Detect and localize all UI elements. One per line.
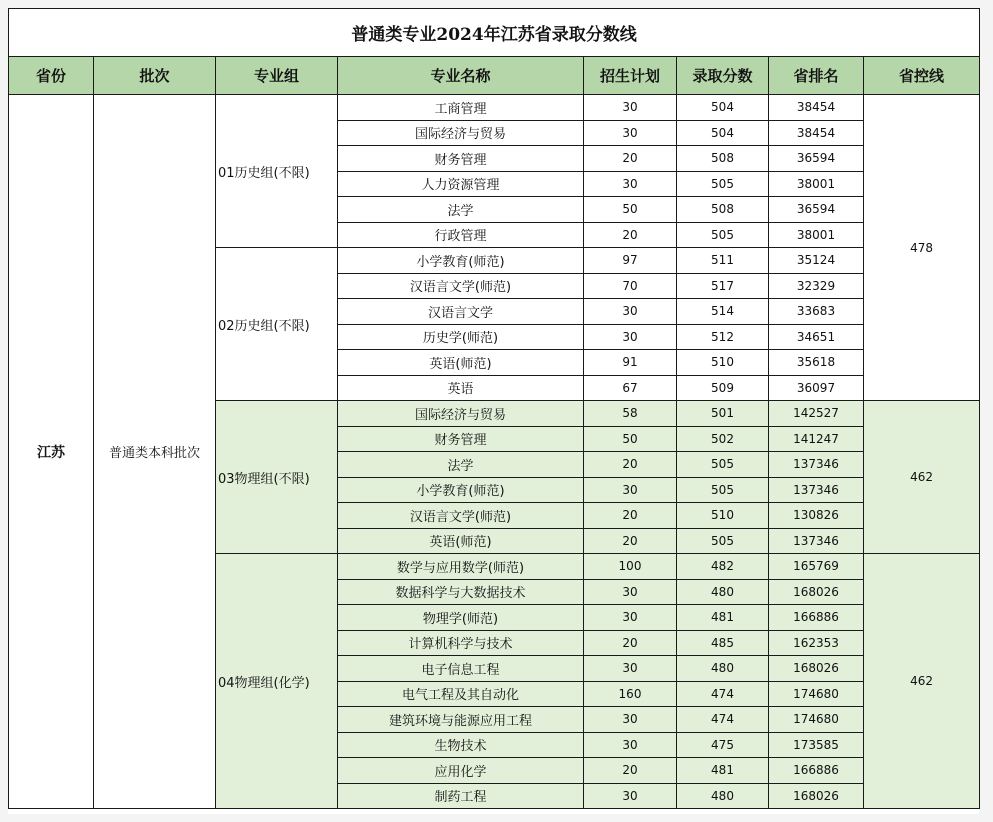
major-name-cell: 工商管理 — [338, 95, 584, 121]
major-group-cell: 04物理组(化学) — [216, 554, 338, 809]
plan-cell: 58 — [584, 401, 677, 427]
rank-cell: 38454 — [769, 120, 864, 146]
rank-cell: 173585 — [769, 732, 864, 758]
major-group-cell: 03物理组(不限) — [216, 401, 338, 554]
rank-cell: 32329 — [769, 273, 864, 299]
score-cell: 505 — [677, 477, 769, 503]
score-cell: 485 — [677, 630, 769, 656]
header-enrollment-plan: 招生计划 — [584, 57, 677, 95]
major-name-cell: 数据科学与大数据技术 — [338, 579, 584, 605]
rank-cell: 168026 — [769, 656, 864, 682]
major-name-cell: 物理学(师范) — [338, 605, 584, 631]
plan-cell: 20 — [584, 222, 677, 248]
score-cell: 501 — [677, 401, 769, 427]
rank-cell: 38454 — [769, 95, 864, 121]
plan-cell: 20 — [584, 452, 677, 478]
rank-cell: 36594 — [769, 197, 864, 223]
major-name-cell: 制药工程 — [338, 783, 584, 809]
major-name-cell: 财务管理 — [338, 146, 584, 172]
header-major-group: 专业组 — [216, 57, 338, 95]
header-province-rank: 省排名 — [769, 57, 864, 95]
rank-cell: 142527 — [769, 401, 864, 427]
major-name-cell: 小学教育(师范) — [338, 477, 584, 503]
plan-cell: 20 — [584, 528, 677, 554]
major-name-cell: 汉语言文学(师范) — [338, 503, 584, 529]
score-cell: 480 — [677, 783, 769, 809]
score-cell: 504 — [677, 95, 769, 121]
score-cell: 505 — [677, 452, 769, 478]
table-row — [9, 95, 980, 121]
score-cell: 512 — [677, 324, 769, 350]
plan-cell: 30 — [584, 299, 677, 325]
plan-cell: 70 — [584, 273, 677, 299]
major-name-cell: 历史学(师范) — [338, 324, 584, 350]
score-cell: 474 — [677, 707, 769, 733]
plan-cell: 30 — [584, 477, 677, 503]
rank-cell: 130826 — [769, 503, 864, 529]
score-cell: 505 — [677, 171, 769, 197]
header-row — [9, 57, 980, 95]
rank-cell: 168026 — [769, 579, 864, 605]
plan-cell: 30 — [584, 120, 677, 146]
rank-cell: 166886 — [769, 605, 864, 631]
score-cell: 510 — [677, 503, 769, 529]
score-cell: 505 — [677, 222, 769, 248]
rank-cell: 137346 — [769, 528, 864, 554]
plan-cell: 20 — [584, 758, 677, 784]
major-name-cell: 财务管理 — [338, 426, 584, 452]
plan-cell: 67 — [584, 375, 677, 401]
plan-cell: 30 — [584, 95, 677, 121]
rank-cell: 36097 — [769, 375, 864, 401]
table-title: 普通类专业2024年江苏省录取分数线 — [9, 9, 980, 57]
score-cell: 505 — [677, 528, 769, 554]
score-cell: 474 — [677, 681, 769, 707]
rank-cell: 174680 — [769, 681, 864, 707]
rank-cell: 38001 — [769, 171, 864, 197]
score-cell: 508 — [677, 197, 769, 223]
plan-cell: 30 — [584, 732, 677, 758]
rank-cell: 166886 — [769, 758, 864, 784]
score-cell: 514 — [677, 299, 769, 325]
batch-cell: 普通类本科批次 — [94, 95, 216, 809]
plan-cell: 50 — [584, 426, 677, 452]
plan-cell: 30 — [584, 605, 677, 631]
score-cell: 481 — [677, 758, 769, 784]
major-name-cell: 法学 — [338, 197, 584, 223]
score-cell: 508 — [677, 146, 769, 172]
major-name-cell: 人力资源管理 — [338, 171, 584, 197]
plan-cell: 20 — [584, 630, 677, 656]
header-province: 省份 — [9, 57, 94, 95]
major-name-cell: 电子信息工程 — [338, 656, 584, 682]
score-cell: 475 — [677, 732, 769, 758]
major-name-cell: 国际经济与贸易 — [338, 120, 584, 146]
plan-cell: 30 — [584, 579, 677, 605]
rank-cell: 38001 — [769, 222, 864, 248]
plan-cell: 20 — [584, 503, 677, 529]
major-name-cell: 电气工程及其自动化 — [338, 681, 584, 707]
score-cell: 517 — [677, 273, 769, 299]
header-batch: 批次 — [94, 57, 216, 95]
plan-cell: 30 — [584, 171, 677, 197]
major-name-cell: 应用化学 — [338, 758, 584, 784]
score-cell: 502 — [677, 426, 769, 452]
score-cell: 480 — [677, 656, 769, 682]
header-control-line: 省控线 — [864, 57, 980, 95]
plan-cell: 50 — [584, 197, 677, 223]
major-name-cell: 汉语言文学(师范) — [338, 273, 584, 299]
major-name-cell: 英语(师范) — [338, 528, 584, 554]
control-line-cell: 478 — [864, 95, 980, 401]
score-cell: 510 — [677, 350, 769, 376]
major-name-cell: 数学与应用数学(师范) — [338, 554, 584, 580]
score-sheet — [8, 8, 979, 814]
rank-cell: 33683 — [769, 299, 864, 325]
rank-cell: 165769 — [769, 554, 864, 580]
major-name-cell: 英语(师范) — [338, 350, 584, 376]
major-group-cell: 01历史组(不限) — [216, 95, 338, 248]
major-name-cell: 计算机科学与技术 — [338, 630, 584, 656]
control-line-cell: 462 — [864, 401, 980, 554]
rank-cell: 34651 — [769, 324, 864, 350]
plan-cell: 97 — [584, 248, 677, 274]
plan-cell: 30 — [584, 324, 677, 350]
plan-cell: 20 — [584, 146, 677, 172]
plan-cell: 160 — [584, 681, 677, 707]
score-cell: 511 — [677, 248, 769, 274]
score-cell: 509 — [677, 375, 769, 401]
rank-cell: 168026 — [769, 783, 864, 809]
rank-cell: 35618 — [769, 350, 864, 376]
plan-cell: 100 — [584, 554, 677, 580]
major-name-cell: 行政管理 — [338, 222, 584, 248]
major-name-cell: 生物技术 — [338, 732, 584, 758]
score-cell: 481 — [677, 605, 769, 631]
rank-cell: 137346 — [769, 452, 864, 478]
province-cell: 江苏 — [9, 95, 94, 809]
score-cell: 480 — [677, 579, 769, 605]
control-line-cell: 462 — [864, 554, 980, 809]
rank-cell: 137346 — [769, 477, 864, 503]
major-name-cell: 国际经济与贸易 — [338, 401, 584, 427]
major-name-cell: 汉语言文学 — [338, 299, 584, 325]
rank-cell: 141247 — [769, 426, 864, 452]
rank-cell: 35124 — [769, 248, 864, 274]
score-cell: 504 — [677, 120, 769, 146]
admission-score-table — [8, 8, 980, 809]
plan-cell: 30 — [584, 656, 677, 682]
plan-cell: 91 — [584, 350, 677, 376]
major-name-cell: 小学教育(师范) — [338, 248, 584, 274]
plan-cell: 30 — [584, 707, 677, 733]
major-name-cell: 法学 — [338, 452, 584, 478]
score-cell: 482 — [677, 554, 769, 580]
rank-cell: 36594 — [769, 146, 864, 172]
rank-cell: 174680 — [769, 707, 864, 733]
plan-cell: 30 — [584, 783, 677, 809]
major-group-cell: 02历史组(不限) — [216, 248, 338, 401]
major-name-cell: 建筑环境与能源应用工程 — [338, 707, 584, 733]
header-major-name: 专业名称 — [338, 57, 584, 95]
header-admission-score: 录取分数 — [677, 57, 769, 95]
rank-cell: 162353 — [769, 630, 864, 656]
major-name-cell: 英语 — [338, 375, 584, 401]
